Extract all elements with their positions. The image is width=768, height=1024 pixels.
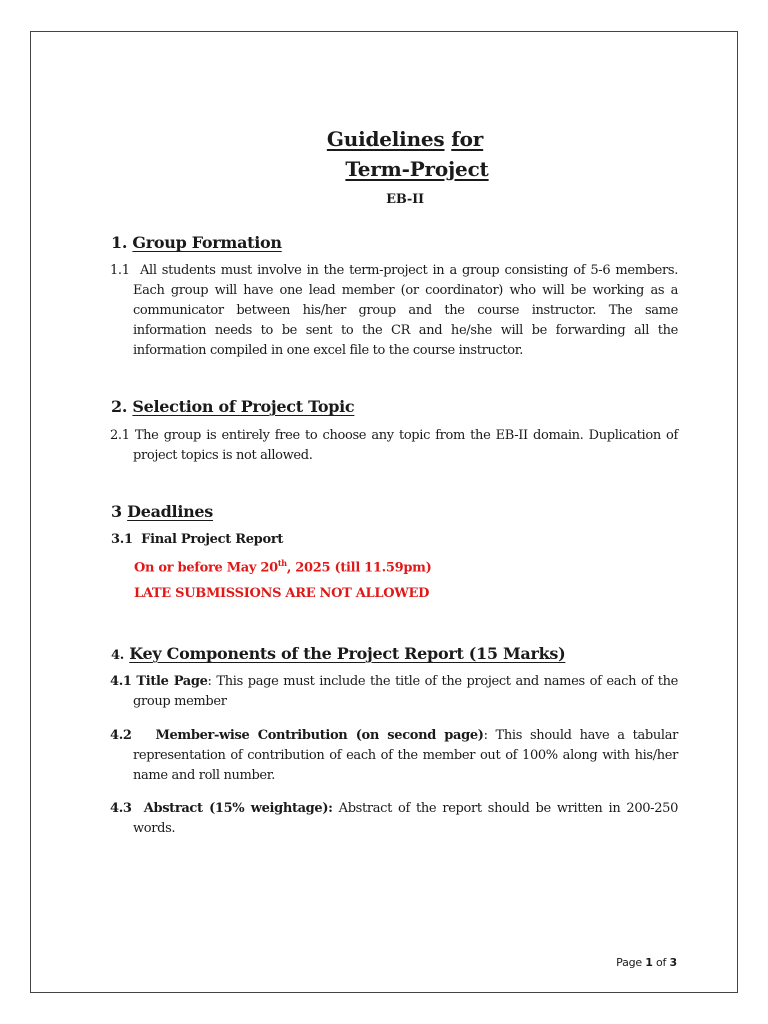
late-submission-notice: LATE SUBMISSIONS ARE NOT ALLOWED [134,586,430,601]
title-line2: Term-Project [345,157,489,181]
deadline-text: On or before May 20th, 2025 (till 11.59pm) [134,558,432,576]
section-4-1-paragraph: 4.1 Title Page: This page must include the title of the project and names of each of the group member [110,674,678,709]
title-part1: Guidelines [326,127,445,151]
section-1-paragraph: 1.1 All students must involve in the term-project in a group consisting of 5-6 members. Each group will have one lead member (or coordinator) who will be working as a communicator between his/her group and the course instructor. The same information needs to be sent to the CR and he/she will be forwarding all the information compiled in one excel file to the course instructor. [110,263,678,358]
document-subtitle: EB-II [386,192,424,207]
section-2-paragraph: 2.1 The group is entirely free to choose any topic from the EB-II domain. Duplication of project topics is not allowed. [110,428,678,463]
section-2-heading: 2. Selection of Project Topic [111,397,355,416]
document-title [31,124,739,184]
section-1-heading: 1. Group Formation [111,233,282,252]
title-part2: for [451,127,484,151]
section-3-1-title: 3.1 Final Project Report [111,532,284,547]
document-page [30,31,738,993]
section-4-heading: 4. Key Components of the Project Report (15 Marks) [111,644,566,663]
section-4-3-paragraph: 4.3 Abstract (15% weightage): Abstract of the report should be written in 200-250 words. [110,801,678,836]
section-3-heading: 3 Deadlines [111,502,214,521]
page-number: Page 1 of 3 [616,956,677,969]
section-4-2-paragraph: 4.2 Member-wise Contribution (on second page): This should have a tabular representation of contribution of each of the member out of 100% along with his/her name and roll number. [110,728,678,783]
